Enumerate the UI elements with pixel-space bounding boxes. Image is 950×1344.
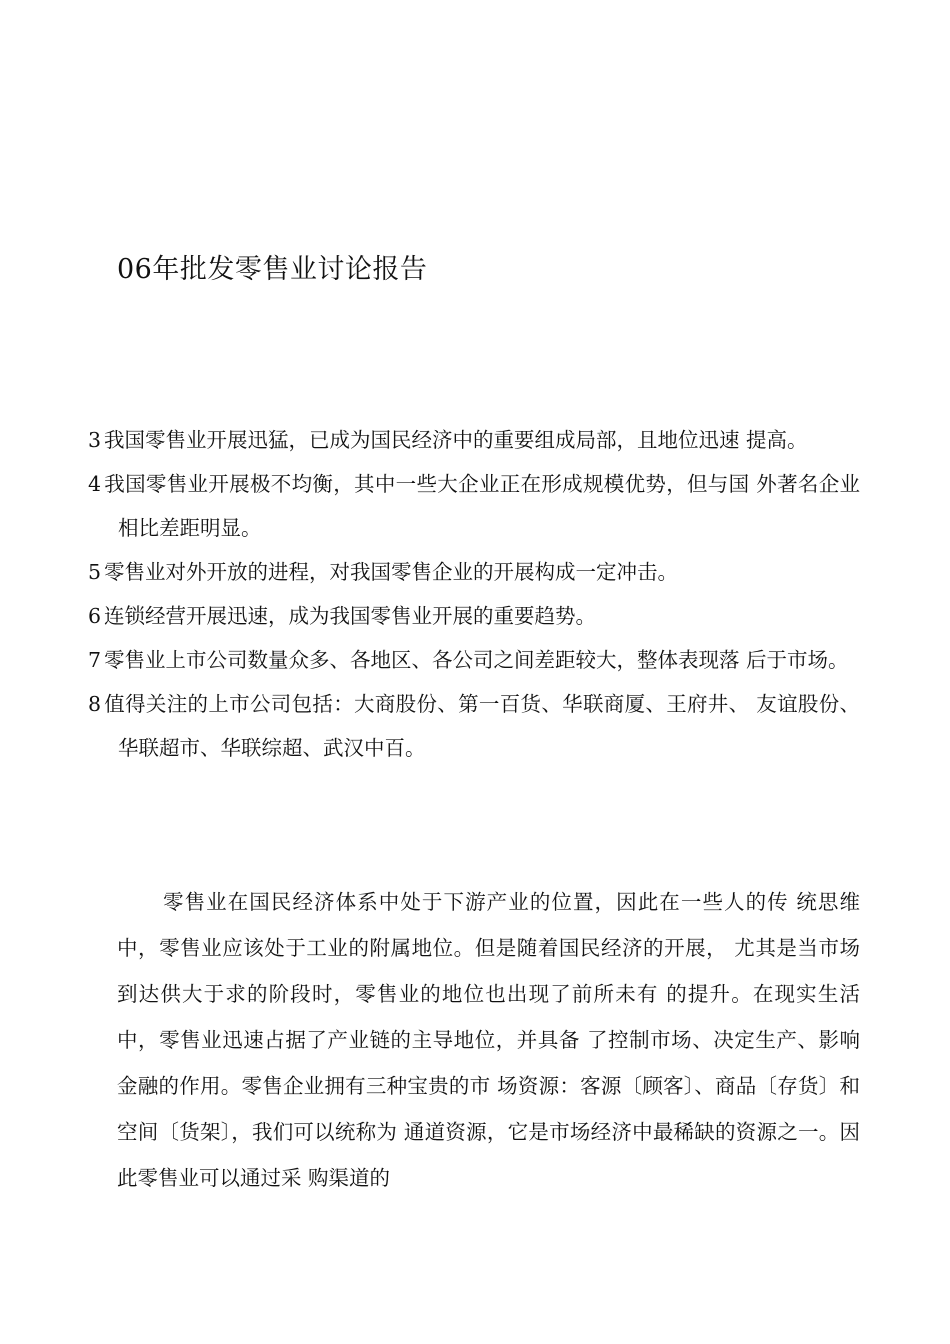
list-item	[88, 418, 860, 462]
list-item	[88, 462, 860, 550]
body-paragraph: 零售业在国民经济体系中处于下游产业的位置，因此在一些人的传 统思维中，零售业应该处于工业的附属地位。但是随着国民经济的开展， 尤其是当市场到达供大于求的阶段时，零售业的地位也出现了前所未有 的提升。在现实生活中，零售业迅速占据了产业链的主导地位，并具备 了控制市场、决定生产、影响金融的作用。零售企业拥有三种宝贵的市 场资源：客源〔顾客〕、商品〔存货〕和空间〔货架〕，我们可以统称为 通道资源，它是市场经济中最稀缺的资源之一。因此零售业可以通过采 购渠道的	[117, 890, 860, 1190]
document-title: 06年批发零售业讨论报告	[117, 254, 428, 285]
item-text: 零售业上市公司数量众多、各地区、各公司之间差距较大，整体表现落 后于市场。	[104, 648, 849, 672]
list-item	[88, 594, 860, 638]
item-number: 3	[88, 428, 102, 452]
key-points-list	[88, 418, 860, 770]
item-number: 4	[88, 472, 102, 496]
item-text: 我国零售业开展极不均衡，其中一些大企业正在形成规模优势，但与国 外著名企业相比差距明显。	[104, 472, 860, 540]
item-number: 7	[88, 648, 102, 672]
item-text: 值得关注的上市公司包括：大商股份、第一百货、华联商厦、王府井、 友谊股份、华联超市、华联综超、武汉中百。	[104, 692, 860, 760]
item-number: 5	[88, 560, 102, 584]
item-number: 8	[88, 692, 102, 716]
list-item	[88, 550, 860, 594]
item-text: 连锁经营开展迅速，成为我国零售业开展的重要趋势。	[104, 604, 596, 628]
item-text: 我国零售业开展迅猛，已成为国民经济中的重要组成局部，且地位迅速 提高。	[104, 428, 808, 452]
item-number: 6	[88, 604, 102, 628]
list-item	[88, 638, 860, 682]
list-item	[88, 682, 860, 770]
item-text: 零售业对外开放的进程，对我国零售企业的开展构成一定冲击。	[104, 560, 678, 584]
